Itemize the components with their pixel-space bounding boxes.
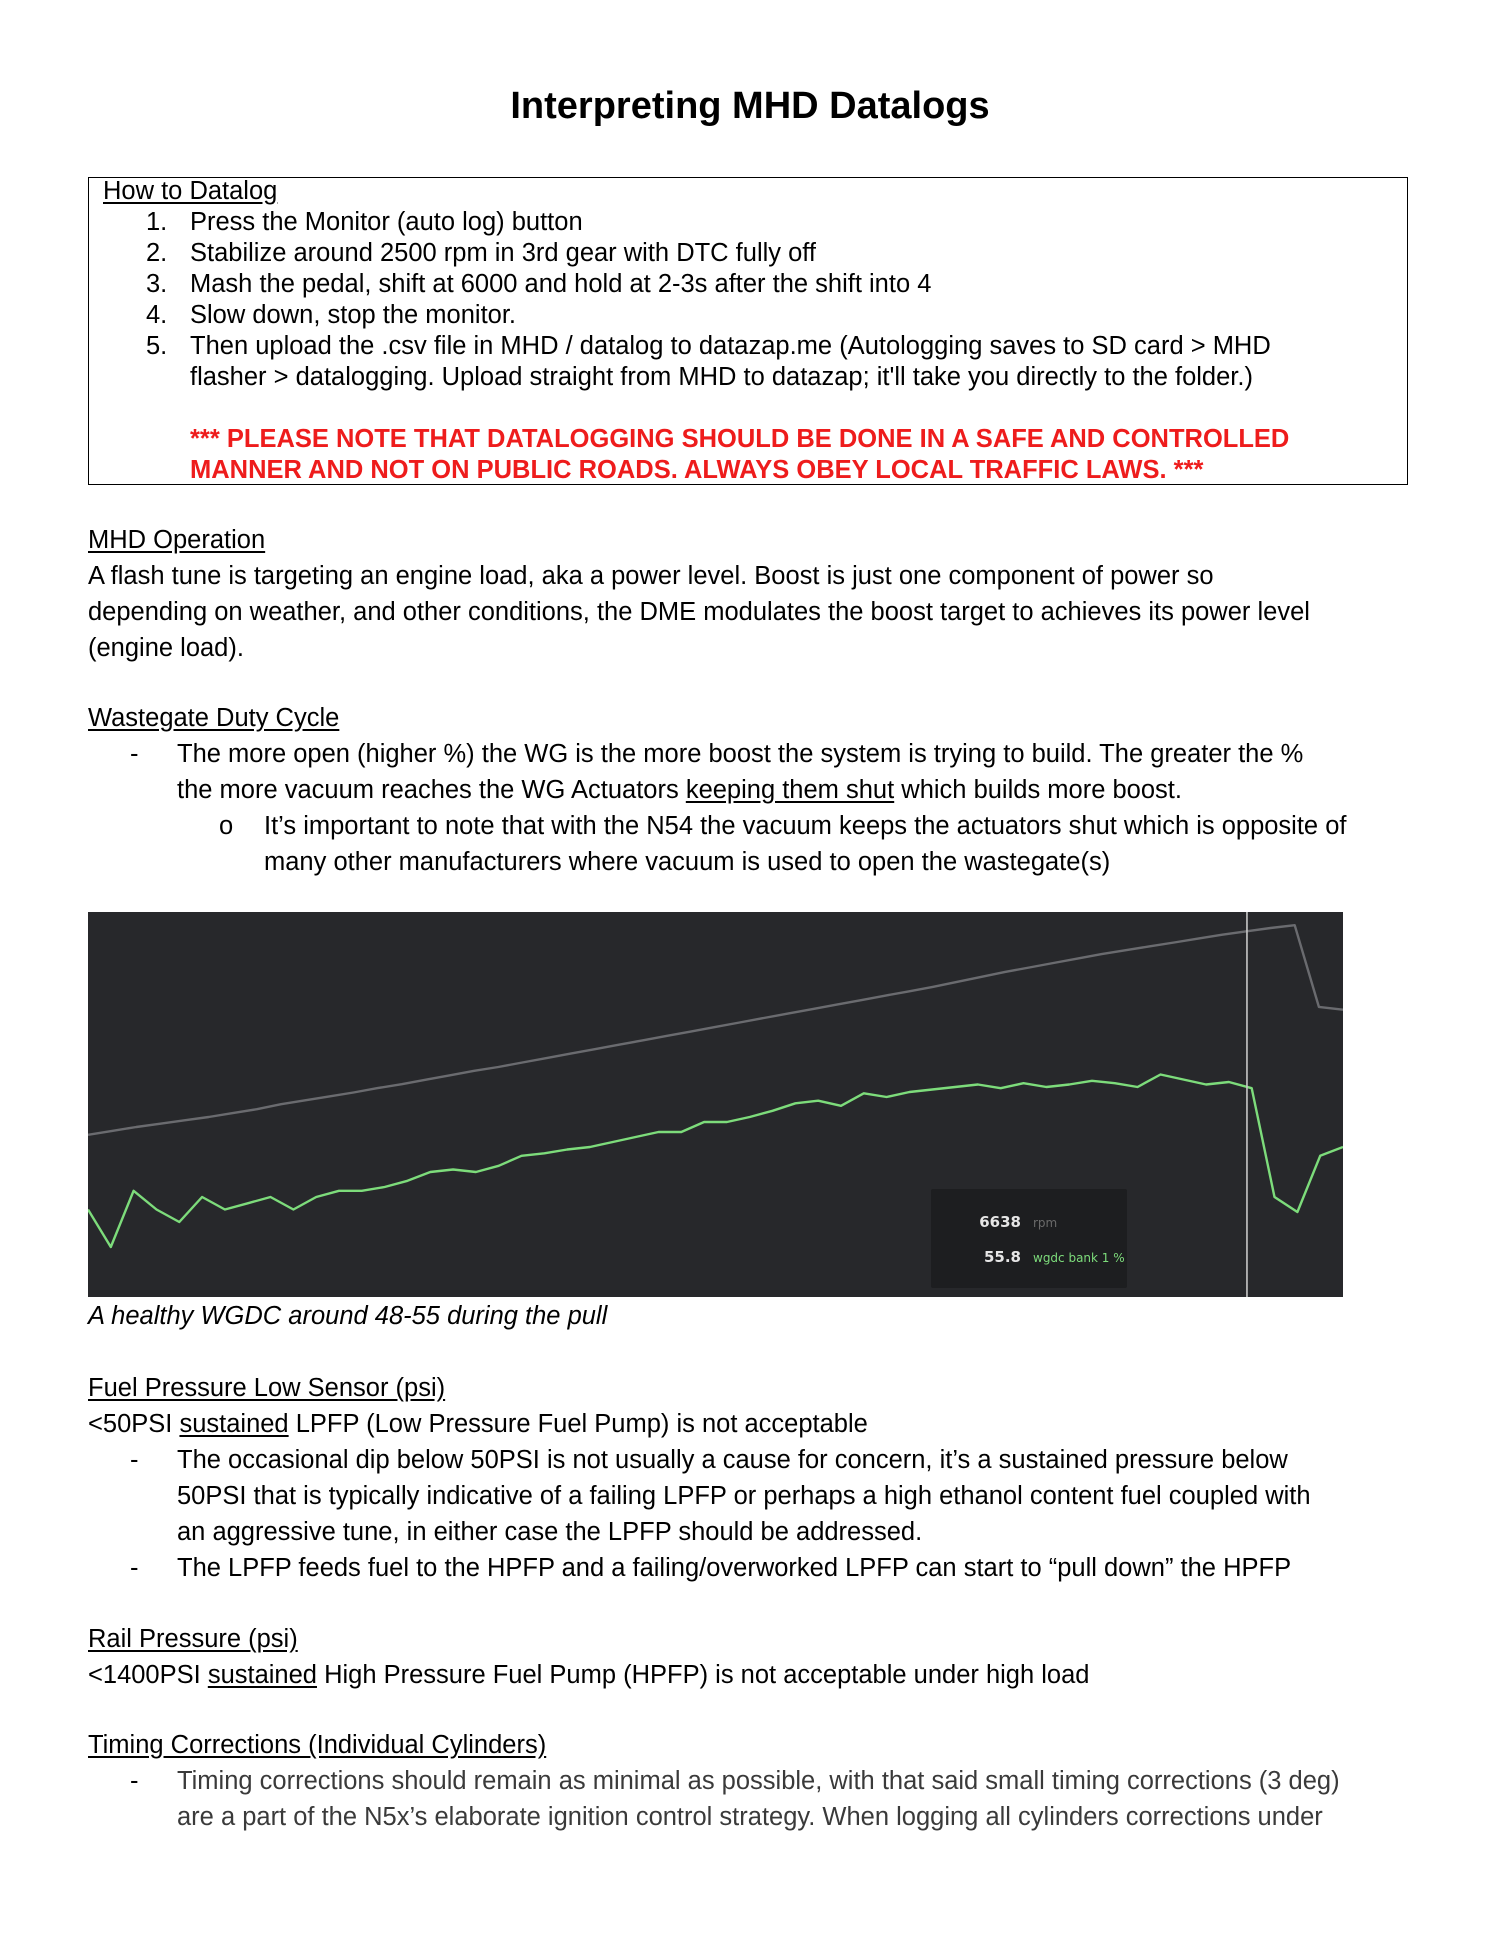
sub-bullet-text: It’s important to note that with the N54 the vacuum keeps the actuators shut which is opposite of bbox=[264, 812, 1347, 840]
wastegate-duty-cycle-heading: Wastegate Duty Cycle bbox=[88, 704, 340, 732]
bullet-dash: - bbox=[130, 1446, 139, 1474]
tooltip-background bbox=[931, 1189, 1127, 1288]
text-run: the more vacuum reaches the WG Actuators bbox=[177, 776, 686, 804]
rail-pressure-intro bbox=[88, 1660, 1089, 1691]
text-run: High Pressure Fuel Pump (HPFP) is not acceptable under high load bbox=[316, 1661, 1090, 1689]
wgdc-series-line bbox=[88, 1075, 1343, 1248]
step-number: 5. bbox=[146, 332, 168, 360]
underlined-text: sustained bbox=[179, 1410, 289, 1438]
page-title: Interpreting MHD Datalogs bbox=[510, 85, 990, 127]
step-text-continued: flasher > datalogging. Upload straight from MHD to datazap; it'll take you directly to the folder.) bbox=[190, 363, 1253, 391]
step-text: Press the Monitor (auto log) button bbox=[190, 208, 583, 236]
rpm-series-line bbox=[88, 925, 1343, 1135]
step-text: Then upload the .csv file in MHD / datalog to datazap.me (Autologging saves to SD card > MHD bbox=[190, 332, 1271, 360]
bullet-text: The occasional dip below 50PSI is not usually a cause for concern, it’s a sustained pressure below bbox=[177, 1446, 1288, 1474]
chart-caption: A healthy WGDC around 48-55 during the pull bbox=[88, 1302, 608, 1330]
sub-bullet-marker: o bbox=[219, 812, 234, 840]
bullet-text: The LPFP feeds fuel to the HPFP and a failing/overworked LPFP can start to “pull down” the HPFP bbox=[177, 1554, 1292, 1582]
text-run: LPFP (Low Pressure Fuel Pump) is not acceptable bbox=[288, 1410, 868, 1438]
fuel-pressure-low-heading: Fuel Pressure Low Sensor (psi) bbox=[88, 1374, 446, 1402]
rail-pressure-heading: Rail Pressure (psi) bbox=[88, 1625, 298, 1653]
underlined-text: keeping them shut bbox=[685, 776, 895, 804]
wgdc-datalog-chart bbox=[88, 912, 1343, 1297]
bullet-dash: - bbox=[130, 1554, 139, 1582]
step-text: Mash the pedal, shift at 6000 and hold at 2-3s after the shift into 4 bbox=[190, 270, 932, 298]
tooltip-rpm-value: 6638 bbox=[979, 1213, 1021, 1231]
bullet-text-continued: are a part of the N5x’s elaborate ignition control strategy. When logging all cylinders corrections under bbox=[177, 1803, 1323, 1831]
how-to-datalog-heading: How to Datalog bbox=[103, 177, 278, 205]
text-run: <50PSI bbox=[88, 1410, 180, 1438]
tooltip-box bbox=[931, 1189, 1127, 1288]
tooltip-wgdc-label: wgdc bank 1 % bbox=[1033, 1251, 1125, 1265]
step-number: 1. bbox=[146, 208, 168, 236]
step-text: Stabilize around 2500 rpm in 3rd gear with DTC fully off bbox=[190, 239, 817, 267]
mhd-operation-heading: MHD Operation bbox=[88, 526, 266, 554]
paragraph-line: A flash tune is targeting an engine load, aka a power level. Boost is just one component of power so bbox=[88, 562, 1214, 590]
underlined-text: sustained bbox=[207, 1661, 317, 1689]
bullet-text: The more open (higher %) the WG is the more boost the system is trying to build. The greater the % bbox=[177, 740, 1304, 768]
tooltip-rpm-label: rpm bbox=[1033, 1216, 1058, 1230]
bullet-text-continued bbox=[177, 775, 1182, 806]
step-number: 2. bbox=[146, 239, 168, 267]
paragraph-line: (engine load). bbox=[88, 634, 244, 662]
tooltip-wgdc-value: 55.8 bbox=[983, 1248, 1021, 1266]
text-run: which builds more boost. bbox=[894, 776, 1182, 804]
chart-svg bbox=[88, 912, 1343, 1297]
bullet-dash: - bbox=[130, 1767, 139, 1795]
fuel-low-intro bbox=[88, 1409, 868, 1440]
bullet-text: Timing corrections should remain as minimal as possible, with that said small timing corrections (3 deg) bbox=[177, 1767, 1340, 1795]
paragraph-line: depending on weather, and other conditions, the DME modulates the boost target to achieves its power level bbox=[88, 598, 1310, 626]
safety-warning-continued: MANNER AND NOT ON PUBLIC ROADS. ALWAYS OBEY LOCAL TRAFFIC LAWS. *** bbox=[190, 456, 1204, 484]
safety-warning: *** PLEASE NOTE THAT DATALOGGING SHOULD BE DONE IN A SAFE AND CONTROLLED bbox=[190, 425, 1290, 453]
text-run: <1400PSI bbox=[88, 1661, 208, 1689]
bullet-dash: - bbox=[130, 740, 139, 768]
bullet-text-continued: an aggressive tune, in either case the LPFP should be addressed. bbox=[177, 1518, 923, 1546]
step-number: 4. bbox=[146, 301, 168, 329]
sub-bullet-text-continued: many other manufacturers where vacuum is used to open the wastegate(s) bbox=[264, 848, 1111, 876]
step-number: 3. bbox=[146, 270, 168, 298]
timing-corrections-heading: Timing Corrections (Individual Cylinders) bbox=[88, 1731, 547, 1759]
bullet-text-continued: 50PSI that is typically indicative of a failing LPFP or perhaps a high ethanol content fuel coupled with bbox=[177, 1482, 1311, 1510]
step-text: Slow down, stop the monitor. bbox=[190, 301, 517, 329]
